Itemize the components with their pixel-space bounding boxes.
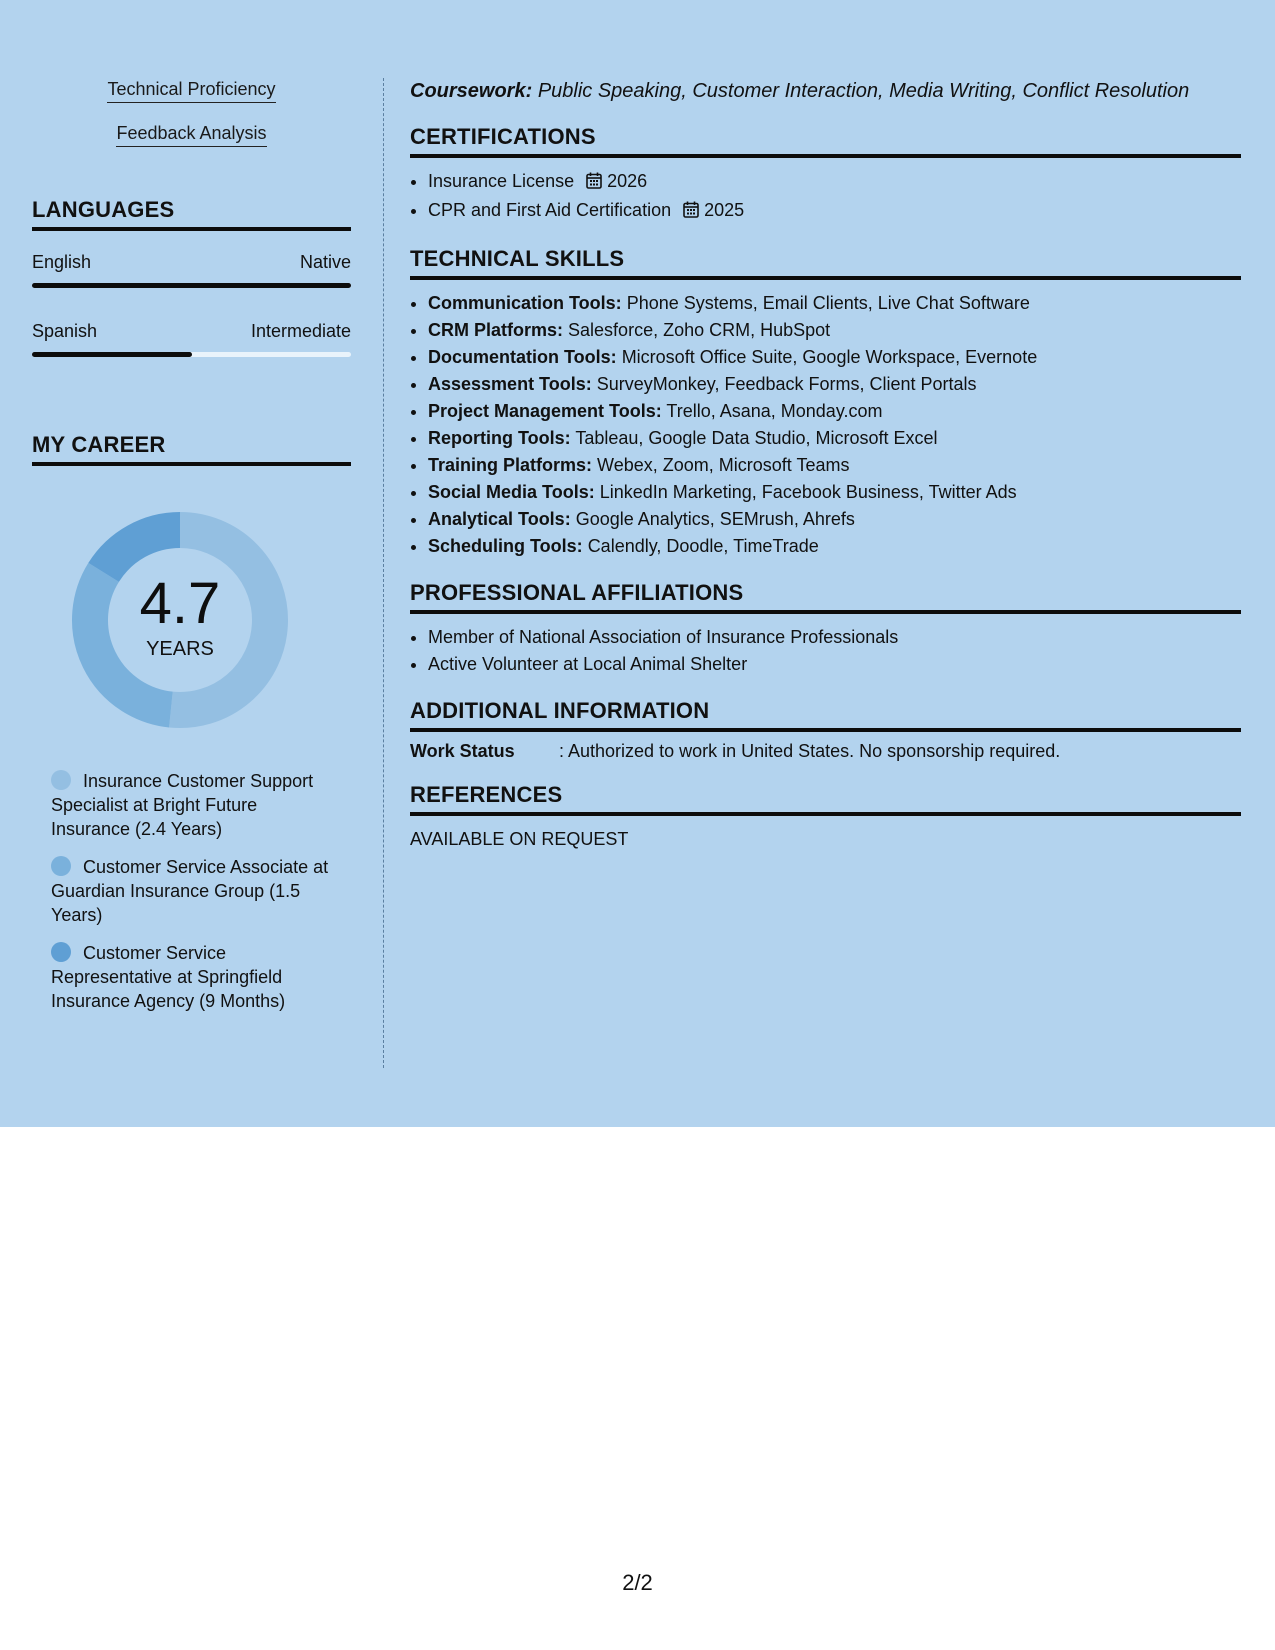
tech-skill-item (428, 452, 1241, 479)
career-legend-item (51, 855, 341, 927)
tech-skill-item (428, 371, 1241, 398)
tech-skill-item (428, 344, 1241, 371)
career-legend-item (51, 769, 341, 841)
legend-dot-icon (51, 856, 71, 876)
tech-skill-value: LinkedIn Marketing, Facebook Business, Twitter Ads (599, 482, 1017, 502)
affiliation-item: • Active Volunteer at Local Animal Shelter (428, 651, 1241, 678)
work-status-row (410, 740, 1241, 762)
legend-dot-icon (51, 942, 71, 962)
coursework-label: Coursework: (410, 80, 533, 102)
affiliations-heading: PROFESSIONAL AFFILIATIONS (410, 580, 1241, 614)
tech-skill-value: Microsoft Office Suite, Google Workspace, Evernote (621, 347, 1038, 367)
page-number: 2/2 (622, 1570, 653, 1595)
references-text: AVAILABLE ON REQUEST (410, 829, 629, 849)
career-item-text: Customer Service Associate at Guardian Insurance Group (1.5 Years) (51, 857, 329, 925)
language-proficiency-bar (32, 352, 351, 357)
technical-skills-heading: TECHNICAL SKILLS (410, 246, 1241, 280)
calendar-icon (586, 170, 602, 197)
legend-dot-icon (51, 770, 71, 790)
certification-year: 2026 (607, 171, 648, 191)
tech-skill-item (428, 506, 1241, 533)
career-item-text: Insurance Customer Support Specialist at Bright Future Insurance (2.4 Years) (51, 771, 314, 839)
career-legend-item (51, 941, 341, 1013)
tech-skill-value: Google Analytics, SEMrush, Ahrefs (575, 509, 855, 529)
career-donut-chart (66, 506, 294, 734)
certifications-list (410, 168, 1241, 226)
tech-skill-value: SurveyMonkey, Feedback Forms, Client Portals (596, 374, 977, 394)
tech-skill-label: Social Media Tools: (428, 482, 595, 502)
references-heading: REFERENCES (410, 782, 1241, 816)
language-name: English (32, 252, 92, 272)
tech-skill-value: Webex, Zoom, Microsoft Teams (597, 455, 850, 475)
tech-skill-label: Documentation Tools: (428, 347, 617, 367)
affiliation-item: • Member of National Association of Insurance Professionals (428, 624, 1241, 651)
tech-skill-value: Trello, Asana, Monday.com (666, 401, 883, 421)
coursework-text: Public Speaking, Customer Interaction, Media Writing, Conflict Resolution (537, 80, 1190, 102)
certification-item (428, 168, 1241, 197)
language-proficiency-fill (32, 283, 351, 288)
language-row (32, 320, 351, 342)
language-name: Spanish (32, 321, 98, 341)
tech-skill-value: Phone Systems, Email Clients, Live Chat Software (626, 293, 1030, 313)
tech-skill-item (428, 479, 1241, 506)
left-column (32, 78, 351, 1013)
technical-skills-list (410, 290, 1241, 560)
skill-tag: Feedback Analysis (116, 122, 266, 147)
affiliations-list (410, 624, 1241, 678)
certification-year: 2025 (704, 200, 745, 220)
coursework-line (410, 78, 1241, 104)
career-legend (51, 769, 341, 1013)
tech-skill-label: Training Platforms: (428, 455, 593, 475)
language-proficiency-bar (32, 283, 351, 288)
skill-tag: Technical Proficiency (107, 78, 275, 103)
calendar-icon (683, 199, 699, 226)
career-total-unit: YEARS (146, 638, 214, 660)
tech-skill-label: Assessment Tools: (428, 374, 592, 394)
tech-skill-label: Analytical Tools: (428, 509, 571, 529)
tech-skill-label: Scheduling Tools: (428, 536, 583, 556)
language-level: Native (299, 252, 351, 272)
certifications-heading: CERTIFICATIONS (410, 124, 1241, 158)
work-status-label: Work Status (410, 741, 515, 761)
tech-skill-value: Tableau, Google Data Studio, Microsoft Excel (575, 428, 938, 448)
language-row (32, 251, 351, 273)
additional-info-heading: ADDITIONAL INFORMATION (410, 698, 1241, 732)
work-status-value: : Authorized to work in United States. No sponsorship required. (559, 741, 1061, 761)
tech-skill-item (428, 425, 1241, 452)
language-proficiency-fill (32, 352, 192, 357)
tech-skill-item (428, 317, 1241, 344)
tech-skill-label: Project Management Tools: (428, 401, 662, 421)
certification-item (428, 197, 1241, 226)
career-item-text: Customer Service Representative at Springfield Insurance Agency (9 Months) (51, 943, 286, 1011)
tech-skill-item (428, 398, 1241, 425)
tech-skill-value: Salesforce, Zoho CRM, HubSpot (568, 320, 831, 340)
certification-name: Insurance License (428, 171, 575, 191)
tech-skill-item (428, 290, 1241, 317)
certification-name: CPR and First Aid Certification (428, 200, 672, 220)
career-heading: MY CAREER (32, 432, 351, 466)
career-total-years: 4.7 (139, 571, 221, 636)
tech-skill-value: Calendly, Doodle, TimeTrade (587, 536, 819, 556)
tech-skill-label: Reporting Tools: (428, 428, 571, 448)
column-divider (383, 78, 384, 1068)
language-level: Intermediate (250, 321, 351, 341)
tech-skill-label: CRM Platforms: (428, 320, 564, 340)
tech-skill-label: Communication Tools: (428, 293, 622, 313)
tech-skill-item (428, 533, 1241, 560)
donut-center-label (66, 506, 294, 734)
right-column (410, 78, 1241, 850)
languages-heading: LANGUAGES (32, 197, 351, 231)
